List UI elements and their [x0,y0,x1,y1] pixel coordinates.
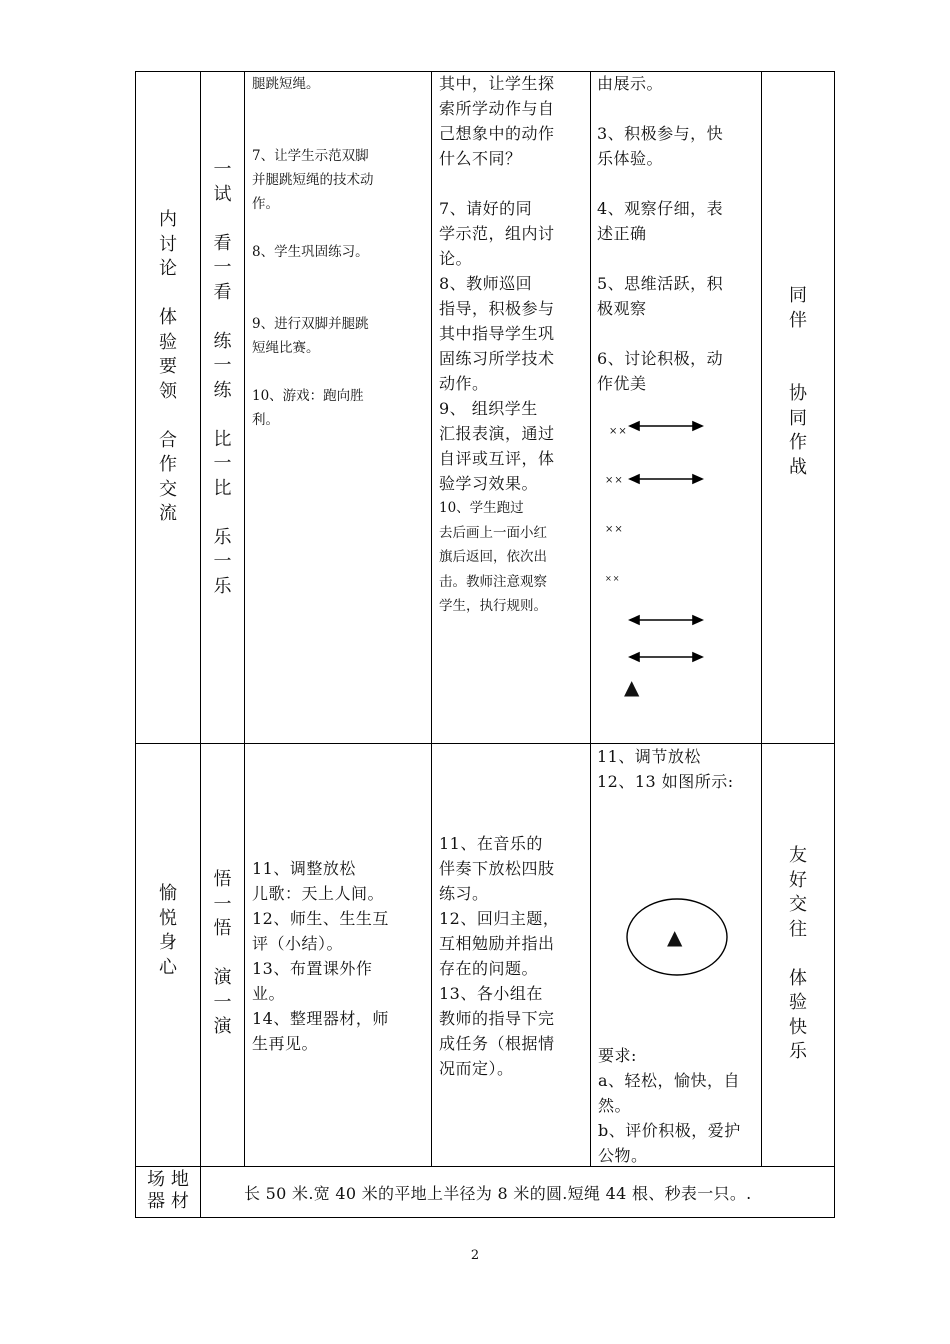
formation-mark-4: ×× [605,574,621,583]
running-arrows [626,415,708,665]
row2-student-activity: 11、在音乐的 伴奏下放松四肢 练习。 12、回归主题， 互相勉励并指出 存在的问题。 13、各小组在 教师的指导下完 成任务（根据情 况而定）。 [439,834,560,1078]
double-arrow-4 [630,653,702,661]
col-divider-4 [590,71,591,1167]
table-bottom-border [135,1217,835,1218]
teacher-triangle-icon: ▲ [624,675,640,699]
col-divider-3 [431,71,432,1167]
row1-method-label: 一 试 看 一 看 练 一 练 比 一 比 乐 一 乐 [213,159,232,597]
row2-teacher-content: 11、调整放松 儿歌：天上人间。 12、师生、生生互 评（小结）。 13、布置课外作 业。 14、整理器材，师 生再见。 [252,859,389,1053]
row1-requirements: 由展示。 3、积极参与，快 乐体验。 4、观察仔细，表 述正确 5、思维活跃，积 极观察 6、讨论积极，动 作优美 [597,74,724,393]
double-arrow-2 [630,475,702,483]
row2-goal-label: 友 好 交 往 体 验 快 乐 [789,845,807,1062]
row1-goal-label: 同 伴 协 同 作 战 [789,285,807,478]
page-number: 2 [470,1248,480,1263]
teacher-center-triangle-icon: ▲ [667,925,683,949]
row2-requirements-bottom: 要求: a、轻松，愉快，自 然。 b、评价积极，爱护 公物。 [598,1046,741,1165]
table-right-border [834,71,835,1218]
row1-student-activity-small: 10、学生跑过 去后画上一面小红 旗后返回，依次出 击。教师注意观察 学生，执行规则。 [439,500,547,614]
col-divider-2 [244,71,245,1167]
formation-mark-2: ×× [605,475,624,486]
formation-mark-3: ×× [605,524,624,535]
row2-requirements-top: 11、调节放松 12、13 如图所示: [597,747,734,791]
double-arrow-1 [630,422,702,430]
row2-method-label: 悟 一 悟 演 一 演 [213,869,232,1037]
row1-teacher-content: 腿跳短绳。 7、让学生示范双脚 并腿跳短绳的技术动 作。 8、学生巩固练习。 9、进行双脚并腿跳 短绳比赛。 10、游戏：跑向胜 利。 [252,76,374,428]
formation-mark-1: ×× [609,426,628,437]
venue-equipment-label: 场 地 器 材 [147,1169,189,1212]
row1-student-activity: 其中，让学生探 索所学动作与自 己想象中的动作 什么不同？ 7、请好的同 学示范，组内讨 论。 8、教师巡回 指导，积极参与 其中指导学生巩 固练习所学技术 动作。 9、 组织学生 汇报表演，通过 自评或互评，体 验学习效果。 [439,74,555,493]
venue-equipment-content: 长 50 米.宽 40 米的平地上半径为 8 米的圆.短绳 44 根、秒表一只。. [244,1184,752,1203]
double-arrow-3 [630,616,702,624]
row1-phase-label: 内 讨 论 体 验 要 领 合 作 交 流 [159,209,177,524]
row2-phase-label: 愉 悦 身 心 [159,883,177,978]
